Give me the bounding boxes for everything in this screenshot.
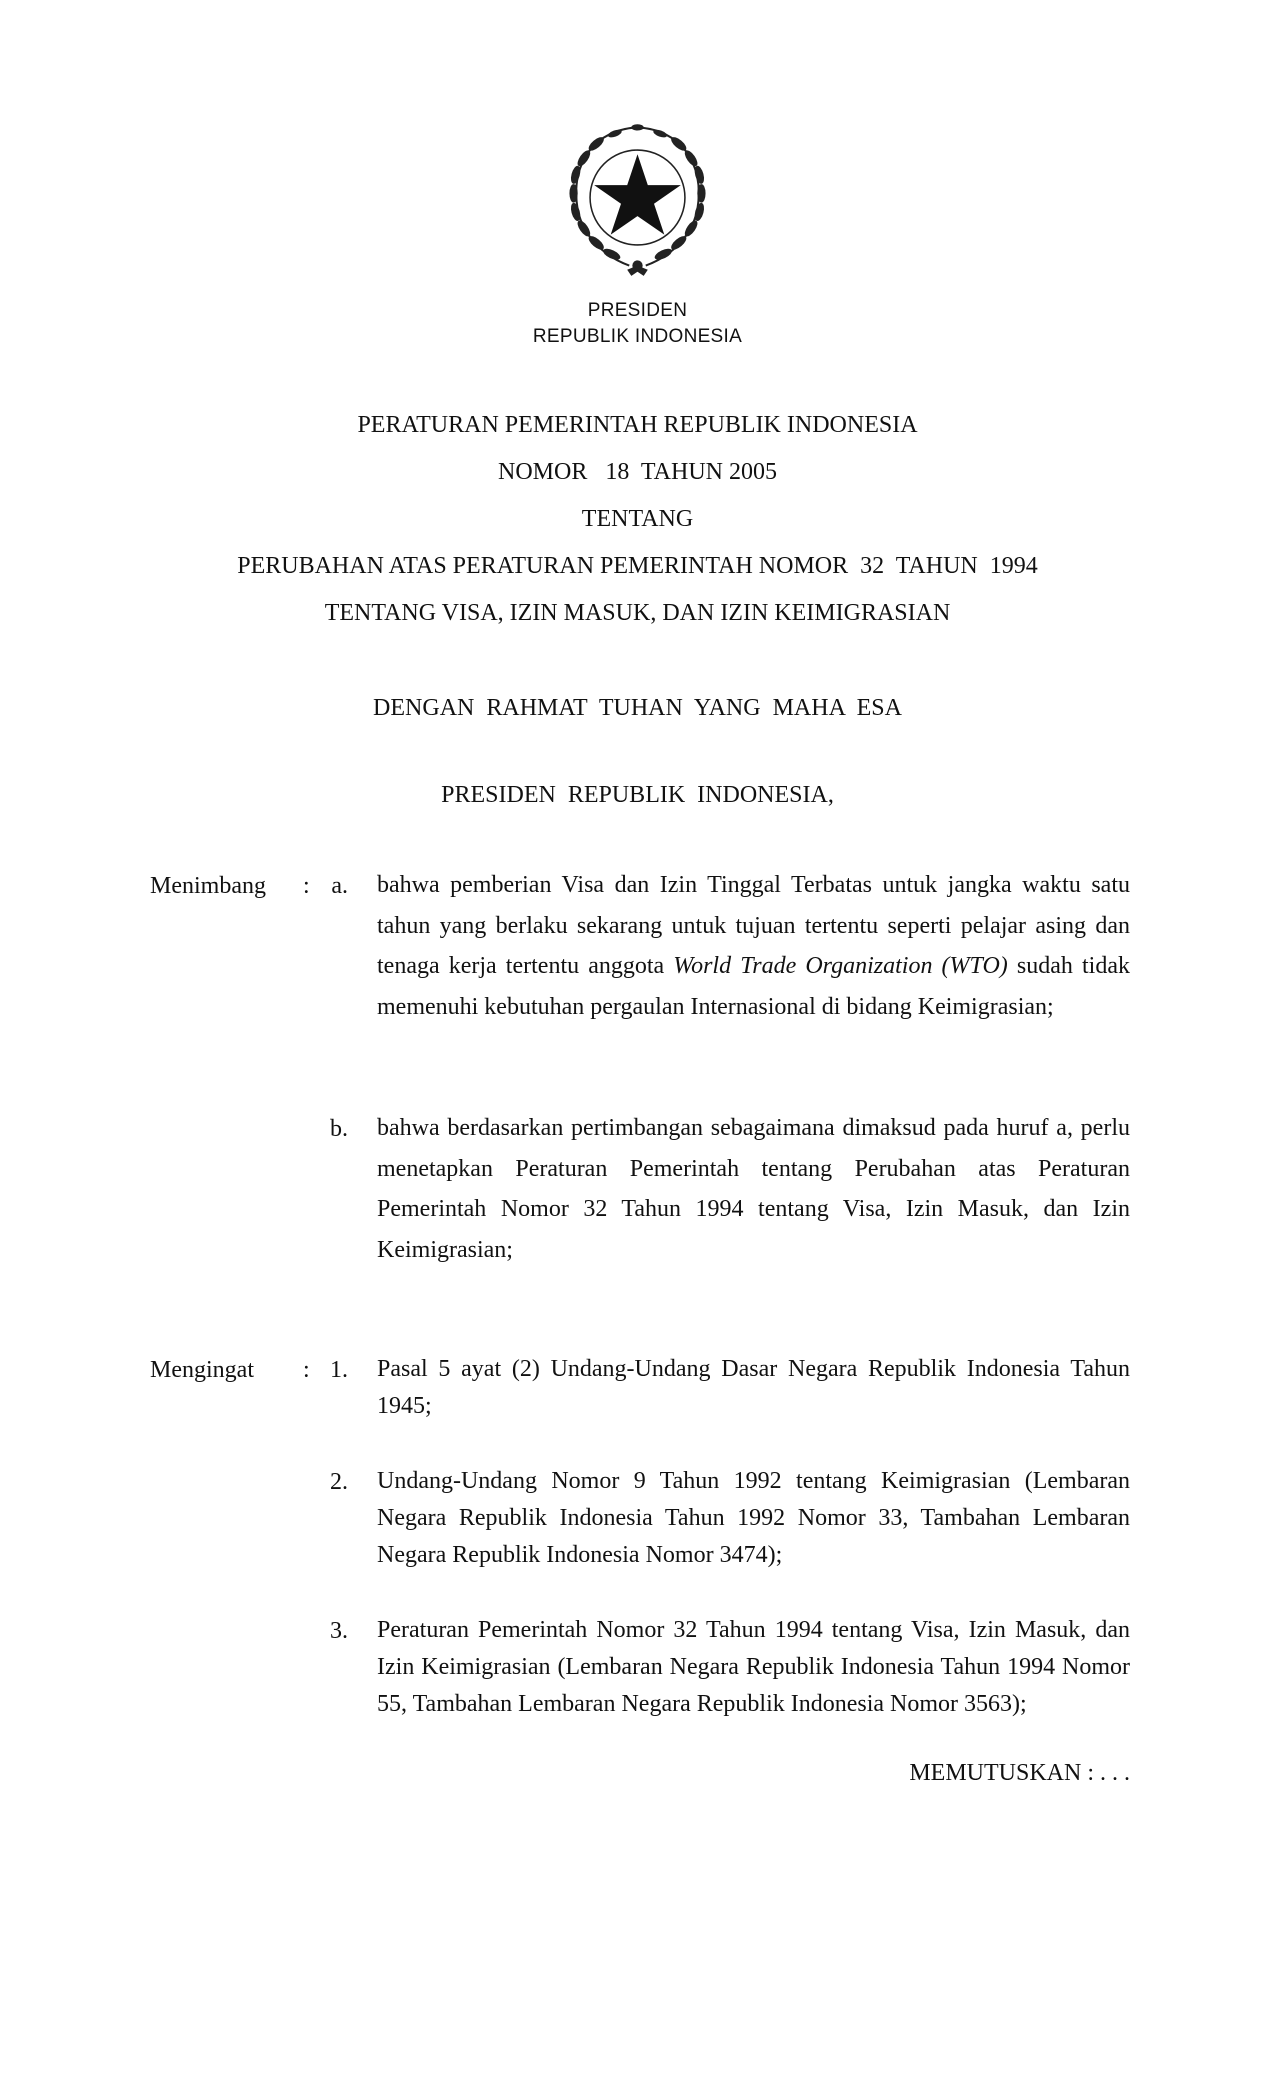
menimbang-colon: : [303, 873, 310, 899]
continuation-reference: MEMUTUSKAN : . . . [909, 1760, 1130, 1786]
regulation-title: PERATURAN PEMERINTAH REPUBLIK INDONESIA [357, 412, 918, 438]
invocation: DENGAN RAHMAT TUHAN YANG MAHA ESA [373, 695, 902, 721]
garuda-star-emblem-icon [555, 115, 720, 280]
header-president: PRESIDEN [587, 300, 688, 321]
wto-italic: World Trade Organization (WTO) [673, 953, 1008, 979]
mengingat-item-3: Peraturan Pemerintah Nomor 32 Tahun 1994 tentang Visa, Izin Masuk, dan Izin Keimigrasian (Lembaran Negara Republik Indonesia Tahun 1994 Nomor 55, Tambahan Lembaran Negara Republik Indonesia Nomor 3563); [377, 1617, 1130, 1717]
header-republic: REPUBLIK INDONESIA [532, 326, 743, 347]
menimbang-item-a: bahwa pemberian Visa dan Izin Tinggal Terbatas untuk jangka waktu satu tahun yang berlaku sekarang untuk tujuan tertentu seperti pelajar asing dan tenaga kerja tertentu anggota World Trade Organization (WTO) sudah tidak memenuhi kebutuhan pergaulan Internasional di bidang Keimigrasian; [377, 872, 1130, 1020]
mengingat-item-1: Pasal 5 ayat (2) Undang-Undang Dasar Negara Republik Indonesia Tahun 1945; [377, 1356, 1130, 1419]
menimbang-label: Menimbang [150, 873, 266, 899]
mengingat-marker-2: 2. [330, 1469, 348, 1495]
mengingat-label: Mengingat [150, 1357, 254, 1383]
regulation-subject-2: TENTANG VISA, IZIN MASUK, DAN IZIN KEIMIGRASIAN [324, 600, 951, 626]
mengingat-marker-1: 1. [330, 1357, 348, 1383]
menimbang-item-b: bahwa berdasarkan pertimbangan sebagaimana dimaksud pada huruf a, perlu menetapkan Peraturan Pemerintah tentang Perubahan atas Peraturan Pemerintah Nomor 32 Tahun 1994 tentang Visa, Izin Masuk, dan Izin Keimigrasian; [377, 1115, 1130, 1263]
mengingat-item-2: Undang-Undang Nomor 9 Tahun 1992 tentang Keimigrasian (Lembaran Negara Republik Indonesia Tahun 1992 Nomor 33, Tambahan Lembaran Negara Republik Indonesia Nomor 3474); [377, 1468, 1130, 1568]
regulation-tentang: TENTANG [581, 506, 694, 532]
regulation-number: NOMOR 18 TAHUN 2005 [498, 459, 777, 485]
menimbang-marker-b: b. [330, 1116, 348, 1142]
regulation-subject: PERUBAHAN ATAS PERATURAN PEMERINTAH NOMOR 32 TAHUN 1994 [237, 553, 1038, 579]
president-heading: PRESIDEN REPUBLIK INDONESIA, [441, 782, 834, 808]
menimbang-marker-a: a. [331, 873, 348, 899]
mengingat-marker-3: 3. [330, 1618, 348, 1644]
mengingat-colon: : [303, 1357, 310, 1383]
